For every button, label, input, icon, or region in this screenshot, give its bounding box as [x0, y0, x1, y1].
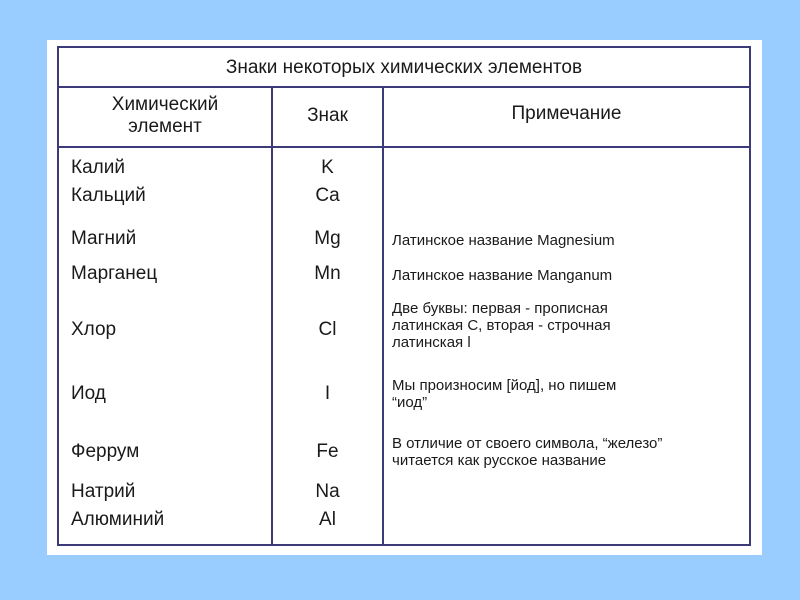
row-note-line: латинская l	[392, 334, 471, 351]
row-note-line: латинская С, вторая - строчная	[392, 317, 611, 334]
row-element: Феррум	[71, 441, 140, 462]
row-symbol: Ca	[315, 185, 340, 206]
row-element: Натрий	[71, 481, 136, 502]
row-note-line: читается как русское название	[392, 452, 607, 469]
slide	[47, 40, 762, 555]
elements-table	[57, 46, 751, 546]
column-divider-2	[382, 86, 384, 544]
header-divider	[59, 146, 749, 148]
row-symbol: Na	[315, 481, 340, 502]
column-divider-1	[271, 86, 273, 544]
row-note	[392, 300, 611, 351]
row-symbol: Mg	[314, 228, 341, 249]
header-note: Примечание	[511, 103, 622, 124]
row-symbol: Al	[319, 509, 336, 530]
row-note-line: Мы произносим [йод], но пишем	[392, 377, 617, 394]
row-element: Иод	[71, 383, 106, 404]
row-note: Латинское название Manganum	[392, 267, 613, 284]
row-note-line: “иод”	[392, 394, 428, 411]
row-element: Хлор	[71, 319, 117, 340]
header-element	[59, 94, 271, 138]
header-element-line2: элемент	[128, 116, 202, 137]
row-element: Калий	[71, 157, 125, 178]
row-element: Марганец	[71, 263, 158, 284]
table-title: Знаки некоторых химических элементов	[225, 57, 583, 78]
row-symbol: I	[324, 383, 331, 404]
row-symbol: Fe	[316, 441, 339, 462]
row-symbol: K	[321, 157, 334, 178]
row-note	[392, 435, 662, 469]
row-element: Алюминий	[71, 509, 165, 530]
title-divider	[59, 86, 749, 88]
row-note: Латинское название Magnesium	[392, 232, 615, 249]
row-note-line: Две буквы: первая - прописная	[392, 300, 608, 317]
row-element: Кальций	[71, 185, 146, 206]
row-symbol: Cl	[318, 319, 337, 340]
row-note-line: В отличие от своего символа, “железо”	[392, 435, 663, 452]
row-symbol: Mn	[314, 263, 341, 284]
header-element-line1: Химический	[111, 94, 219, 115]
row-note	[392, 377, 616, 411]
row-element: Магний	[71, 228, 137, 249]
header-symbol: Знак	[307, 105, 348, 126]
